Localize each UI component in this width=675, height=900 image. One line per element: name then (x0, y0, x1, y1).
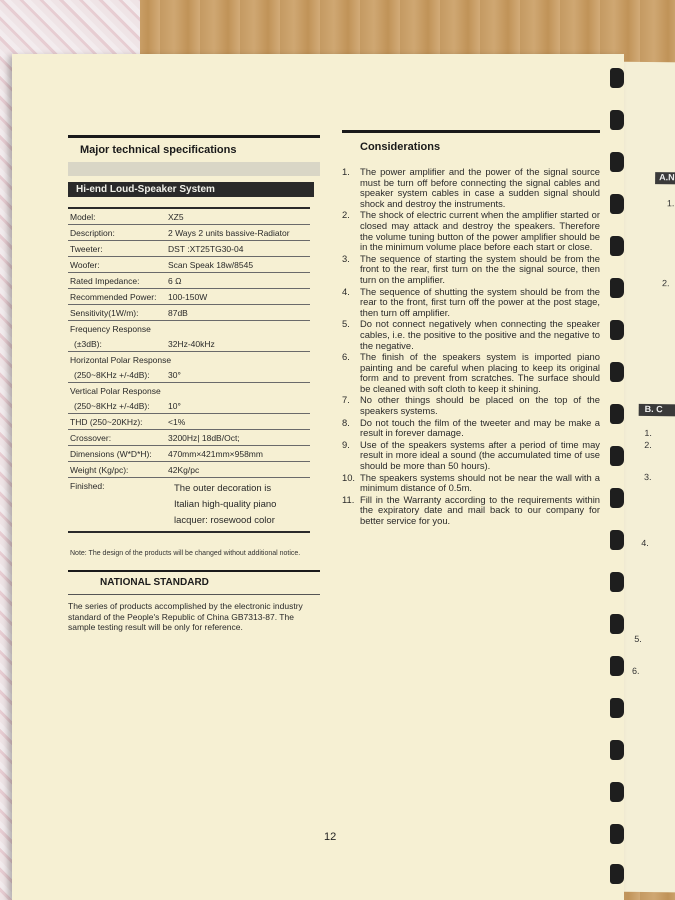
spec-key: Description: (68, 225, 166, 241)
considerations-heading: Considerations (360, 141, 441, 153)
spec-key: (250~8KHz +/-4dB): (68, 398, 166, 414)
binding-ring (610, 614, 624, 634)
binding-ring (610, 236, 624, 256)
finish-line: Italian high-quality piano (174, 499, 277, 510)
next-page-num: 4. (641, 537, 649, 549)
binding-ring (610, 698, 624, 718)
spec-value: 42Kg/pc (166, 462, 310, 478)
next-page-num: 5. (634, 633, 642, 644)
spec-value: 2 Ways 2 units bassive-Radiator (166, 225, 310, 241)
spec-value: 100-150W (166, 289, 310, 305)
list-item (342, 210, 600, 252)
item-text: The shock of electric current when the amplifier started or closed may attack and destroy the speakers. Therefore the volume tuning button of the power amplifier should be in the minimum volume place before each start or close. (360, 209, 600, 253)
specs-heading: Major technical specifications (80, 144, 237, 156)
list-item (342, 473, 600, 494)
item-number: 11. (342, 493, 355, 505)
spec-value: 3200Hz| 18dB/Oct; (166, 430, 310, 446)
spec-key: Crossover: (68, 430, 166, 446)
table-row (68, 289, 310, 305)
item-number: 5. (342, 318, 350, 330)
binding-ring (610, 824, 624, 844)
binding-ring (610, 194, 624, 214)
item-number: 6. (342, 351, 350, 363)
binding-rings (610, 64, 632, 894)
table-row (68, 352, 310, 368)
finish-line: The outer decoration is (174, 483, 272, 494)
spec-value: DST :XT25TG30-04 (166, 241, 310, 257)
binding-ring (610, 152, 624, 172)
binding-ring (610, 656, 624, 676)
finish-line: lacquer: rosewood color (174, 515, 275, 526)
spec-key: Dimensions (W*D*H): (68, 446, 166, 462)
product-subtitle: Hi-end Loud-Speaker System (68, 182, 314, 197)
spec-key: THD (250~20KHz): (68, 414, 166, 430)
spec-value: 10° (166, 398, 310, 414)
spec-table (68, 207, 310, 533)
table-row (68, 241, 310, 257)
heading-band (68, 162, 320, 176)
spec-key: Model: (68, 208, 166, 225)
spec-value: 6 Ω (166, 273, 310, 289)
binding-ring (610, 864, 624, 884)
table-row (68, 225, 310, 241)
spec-key: (250~8KHz +/-4dB): (68, 367, 166, 383)
next-page-num: 6. (631, 665, 640, 676)
spec-value: 30° (166, 367, 310, 383)
list-item (342, 440, 600, 472)
table-row (68, 414, 310, 430)
next-page-band-a-label: A.N (659, 172, 675, 183)
considerations-list (342, 167, 600, 527)
table-row (68, 383, 310, 399)
binding-ring (610, 362, 624, 382)
item-number: 8. (342, 416, 350, 428)
spec-value: 32Hz-40kHz (166, 336, 310, 352)
item-text: The power amplifier and the power of the signal source must be turn off before connecting the signal cables and speaker system cables in case a sudden signal should shock and destroy the instruments. (360, 166, 600, 209)
considerations-column (342, 130, 600, 528)
item-text: Use of the speakers systems after a period of time may result in more ideal a sound (the accumulated time of use should be more than 50 hours). (360, 438, 600, 472)
item-text: The sequence of starting the system should be from the front to the rear, first turn on the the signal source, then turn on the amplifier. (360, 252, 600, 285)
item-number: 10. (342, 471, 356, 483)
specs-column (68, 135, 320, 633)
item-text: Fill in the Warranty according to the requirements within the expiratory date and mail back to our company for better service for you. (360, 493, 600, 526)
spec-key: Vertical Polar Response (70, 386, 161, 396)
binding-ring (610, 404, 624, 424)
list-item (342, 287, 600, 319)
next-page-band-b-label: B. C (644, 403, 663, 415)
spec-value (166, 478, 310, 533)
list-item (342, 495, 600, 527)
binding-ring (610, 68, 624, 88)
table-row (68, 208, 310, 225)
item-number: 7. (342, 394, 350, 406)
next-page-num: 3. (643, 471, 652, 483)
table-row (68, 257, 310, 273)
binding-ring (610, 740, 624, 760)
table-row (68, 273, 310, 289)
item-text: The sequence of shutting the system should be from the rear to the front, first turn off the power at the post stage, then turn off amplifier. (360, 285, 600, 318)
table-row (68, 336, 310, 352)
spec-key: Frequency Response (70, 324, 151, 334)
binding-ring (610, 488, 624, 508)
binding-ring (610, 446, 624, 466)
spec-key: Finished: (68, 478, 166, 533)
item-number: 9. (342, 438, 350, 450)
national-standard-section (68, 570, 320, 633)
spec-value: Scan Speak 18w/8545 (166, 257, 310, 273)
page-number: 12 (324, 831, 337, 843)
binding-ring (610, 110, 624, 130)
spec-key: Tweeter: (68, 241, 166, 257)
spec-key: (±3dB): (68, 336, 166, 352)
item-text: No other things should be placed on the top of the speakers systems. (360, 394, 600, 417)
spec-key: Recommended Power: (68, 289, 166, 305)
spec-key: Sensitivity(1W/m): (68, 305, 166, 321)
table-row (68, 321, 310, 337)
next-page-num: 2. (644, 439, 652, 451)
binding-ring (610, 278, 624, 298)
binding-ring (610, 782, 624, 802)
item-number: 4. (342, 285, 350, 297)
list-item (342, 418, 600, 439)
table-row (68, 430, 310, 446)
divider (68, 594, 320, 595)
next-page-num: 2. (661, 278, 670, 289)
list-item (342, 167, 600, 209)
item-text: Do not touch the film of the tweeter and may be make a result in forever damage. (360, 416, 600, 439)
binding-ring (610, 530, 624, 550)
next-page-num: 1. (666, 198, 675, 209)
next-page-num: 1. (644, 427, 653, 439)
binding-ring (610, 572, 624, 592)
table-row (68, 305, 310, 321)
spec-key: Weight (Kg/pc): (68, 462, 166, 478)
item-text: The finish of the speakers system is imported piano painting and be careful when placing to keep its original form and to prevent from scratches. The surface should be cleaned with soft cloth to keep it shining. (360, 351, 600, 394)
spec-key: Horizontal Polar Response (70, 355, 172, 365)
spec-value: <1% (166, 414, 310, 430)
item-number: 1. (342, 166, 350, 177)
item-text: The speakers systems should not be near the wall with a minimum distance of 0.5m. (360, 471, 600, 494)
table-row (68, 446, 310, 462)
table-row (68, 462, 310, 478)
item-number: 3. (342, 252, 350, 264)
national-standard-body: The series of products accomplished by the electronic industry standard of the People's Republic of China GB7313-87. The sample testing result will be only for reference. (68, 601, 303, 632)
spec-value: 470mm×421mm×958mm (166, 446, 310, 462)
spec-value: 87dB (166, 305, 310, 321)
table-row (68, 398, 310, 414)
spec-key: Rated Impedance: (68, 273, 166, 289)
table-row (68, 478, 310, 533)
binding-ring (610, 320, 624, 340)
item-number: 2. (342, 209, 350, 221)
list-item (342, 319, 600, 351)
design-note: Note: The design of the products will be changed without additional notice. (70, 550, 301, 557)
list-item (342, 395, 600, 416)
item-text: Do not connect negatively when connecting the speaker cables, i.e. the positive to the positive and the negative to the negative. (360, 318, 600, 351)
spec-value: XZ5 (166, 208, 310, 225)
national-standard-title: NATIONAL STANDARD (100, 577, 209, 588)
spec-key: Woofer: (68, 257, 166, 273)
list-item (342, 254, 600, 286)
table-row (68, 367, 310, 383)
list-item (342, 352, 600, 394)
